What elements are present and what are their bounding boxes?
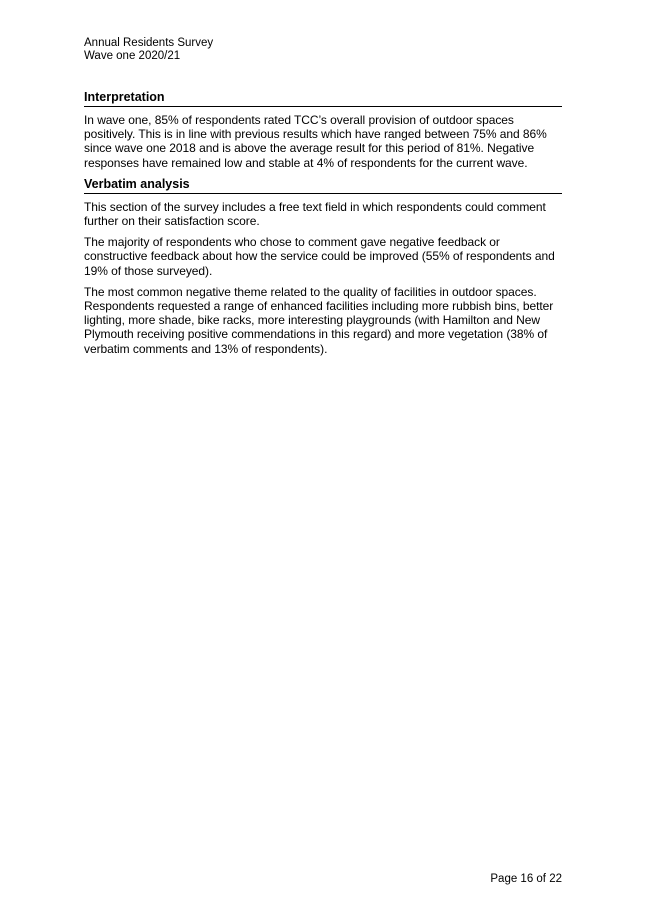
verbatim-paragraph-themes: The most common negative theme related to the quality of facilities in outdoor spaces. Respondents requested a range of enhanced facilities including more rubbish bins, better lighting, more shade, bike racks, more interesting playgrounds (with Hamilton and New Plymouth receiving positive commendations in this regard) and more vegetation (38% of verbatim comments and 13% of respondents). [84,284,554,356]
page-content [84,90,562,363]
interpretation-paragraph: In wave one, 85% of respondents rated TCC’s overall provision of outdoor spaces positively. This is in line with previous results which have ranged between 75% and 86% since wave one 2018 and is above the average result for this period of 81%. Negative responses have remained low and stable at 4% of respondents for the current wave. [84,113,547,170]
page-number: Page 16 of 22 [490,873,562,885]
section-heading-verbatim-analysis: Verbatim analysis [84,177,562,194]
verbatim-paragraph-intro: This section of the survey includes a free text field in which respondents could comment further on their satisfaction score. [84,199,546,229]
header-title: Annual Residents Survey [84,37,214,49]
verbatim-paragraph-majority: The majority of respondents who chose to comment gave negative feedback or constructive feedback about how the service could be improved (55% of respondents and 19% of those surveyed). [84,235,555,278]
running-header [84,37,213,63]
section-heading-interpretation: Interpretation [84,90,562,107]
header-subtitle: Wave one 2020/21 [84,50,181,62]
